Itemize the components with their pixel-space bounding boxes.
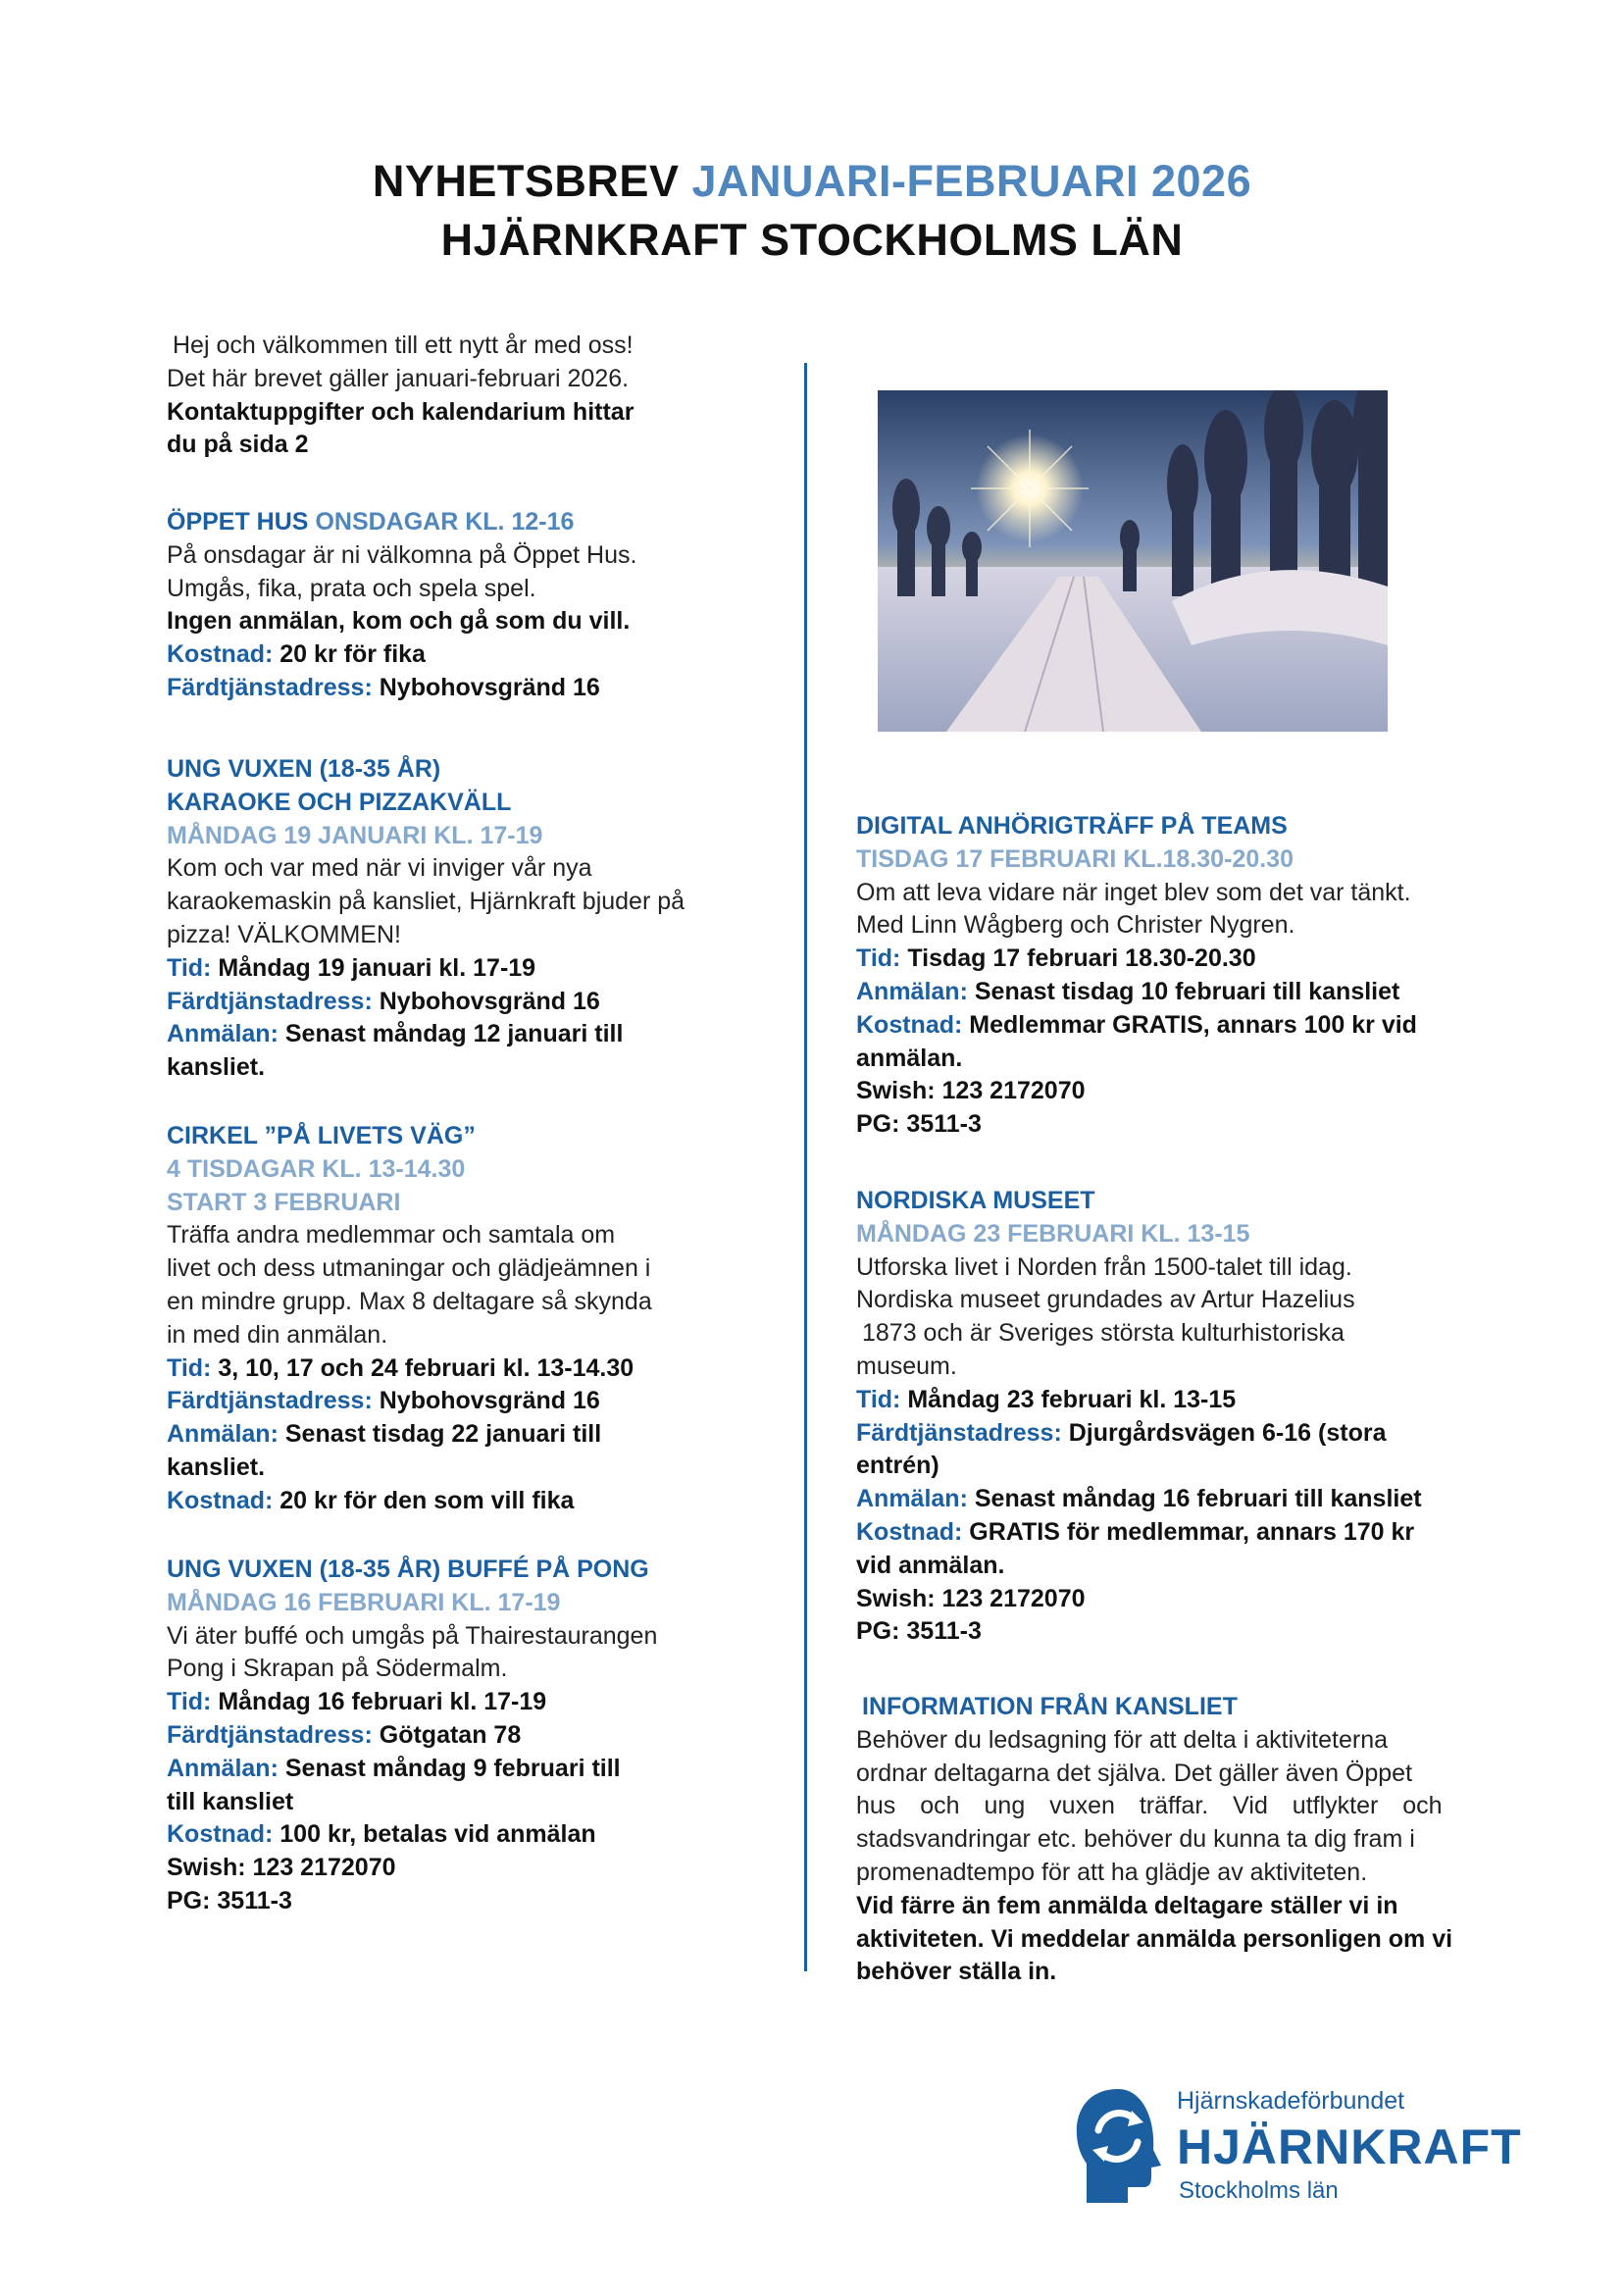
body-line: livet och dess utmaningar och glädjeämnen i [167,1254,651,1283]
cirkel-section [167,1120,775,1518]
kostnad-row-cont: anmälan. [856,1044,963,1072]
newsletter-subtitle: HJÄRNKRAFT STOCKHOLMS LÄN [440,215,1184,265]
intro-bold-line: Kontaktuppgifter och kalendarium hittar [167,397,634,426]
body-line: stadsvandringar etc. behöver du kunna ta dig fram i [856,1825,1415,1854]
body-line: en mindre grupp. Max 8 deltagare så skynda [167,1287,652,1315]
logo-wordmark: HJÄRNKRAFT [1177,2119,1522,2174]
body-line: karaokemaskin på kansliet, Hjärnkraft bjuder på [167,888,685,916]
body-line: museum. [856,1352,957,1380]
anmalan-row: Anmälan: Senast måndag 16 februari till kansliet [856,1485,1422,1513]
body-line: ordnar deltagarna det själva. Det gäller även Öppet [856,1759,1413,1787]
body-line: Nordiska museet grundades av Artur Hazelius [856,1286,1355,1314]
pg-line: PG: 3511-3 [167,1886,292,1914]
body-line: Kom och var med när vi inviger vår nya [167,854,592,883]
fardtjanst-row-cont: entrén) [856,1452,939,1480]
body-bold-line: behöver ställa in. [856,1958,1057,1986]
section-date: MÅNDAG 19 JANUARI KL. 17-19 [167,821,543,849]
body-line: Om att leva vidare när inget blev som det var tänkt. [856,878,1411,906]
swish-line: Swish: 123 2172070 [856,1077,1086,1105]
kostnad-row: Kostnad: GRATIS för medlemmar, annars 170 kr [856,1517,1415,1546]
section-date: MÅNDAG 23 FEBRUARI KL. 13-15 [856,1219,1250,1248]
karaoke-section [167,753,775,1085]
body-line: in med din anmälan. [167,1320,388,1349]
body-line: Med Linn Wågberg och Christer Nygren. [856,911,1295,940]
body-bold-line: Ingen anmälan, kom och gå som du vill. [167,607,631,636]
body-line: Utforska livet i Norden från 1500-talet till idag. [856,1252,1352,1281]
body-line: Behöver du ledsagning för att delta i aktiviteterna [856,1725,1389,1754]
body-bold-line: Vid färre än fem anmälda deltagare ställer vi in [856,1891,1398,1919]
intro-line: Hej och välkommen till ett nytt år med oss! [173,332,634,359]
newsletter-title [0,155,1624,208]
anmalan-row-cont: kansliet. [167,1053,266,1082]
section-date: TISDAG 17 FEBRUARI KL.18.30-20.30 [856,844,1294,873]
fardtjanst-row: Färdtjänstadress: Götgatan 78 [167,1720,522,1749]
kostnad-row: Kostnad: 100 kr, betalas vid anmälan [167,1820,596,1849]
teams-section [856,810,1543,1142]
body-line: Träffa andra medlemmar och samtala om [167,1221,616,1250]
kostnad-row: Kostnad: 20 kr för fika [167,640,426,669]
museet-section [856,1185,1543,1649]
kostnad-row-cont: vid anmälan. [856,1551,1005,1579]
logo-region-text: Stockholms län [1179,2177,1339,2204]
pg-line: PG: 3511-3 [856,1110,982,1139]
oppet-hus-heading: ÖPPET HUS ONSDAGAR KL. 12-16 [167,508,575,536]
title-period: JANUARI-FEBRUARI 2026 [691,156,1252,206]
tid-row: Tid: 3, 10, 17 och 24 februari kl. 13-14.30 [167,1353,634,1382]
body-line: promenadtempo för att ha glädje av aktiviteten. [856,1858,1368,1886]
intro-section [167,330,775,462]
body-line: hus och ung vuxen träffar. Vid utflykter och [856,1792,1443,1820]
hjarnkraft-logo [1069,2081,1520,2209]
swish-line: Swish: 123 2172070 [856,1584,1086,1612]
anmalan-row: Anmälan: Senast tisdag 22 januari till [167,1420,602,1449]
fardtjanst-row: Färdtjänstadress: Djurgårdsvägen 6-16 (stora [856,1418,1387,1447]
section-date: START 3 FEBRUARI [167,1188,401,1216]
body-line: Pong i Skrapan på Södermalm. [167,1655,508,1683]
swish-line: Swish: 123 2172070 [167,1854,396,1882]
pong-section [167,1554,775,1918]
body-line: pizza! VÄLKOMMEN! [167,920,401,948]
fardtjanst-row: Färdtjänstadress: Nybohovsgränd 16 [167,673,600,701]
section-date: 4 TISDAGAR KL. 13-14.30 [167,1154,466,1183]
tid-row: Tid: Måndag 19 januari kl. 17-19 [167,953,536,982]
tid-row: Tid: Tisdag 17 februari 18.30-20.30 [856,944,1256,973]
winter-landscape-photo [878,390,1388,732]
section-date: MÅNDAG 16 FEBRUARI KL. 17-19 [167,1588,561,1616]
tid-row: Tid: Måndag 16 februari kl. 17-19 [167,1688,547,1716]
section-heading: INFORMATION FRÅN KANSLIET [862,1693,1238,1720]
section-heading: CIRKEL ”PÅ LIVETS VÄG” [167,1122,476,1149]
anmalan-row-cont: till kansliet [167,1787,294,1815]
oppet-hus-section [167,506,775,705]
body-line: 1873 och är Sveriges största kulturhistoriska [862,1319,1345,1348]
intro-bold-line: du på sida 2 [167,431,309,459]
column-divider [804,363,807,1971]
section-heading: DIGITAL ANHÖRIGTRÄFF PÅ TEAMS [856,812,1288,840]
section-heading: NORDISKA MUSEET [856,1187,1095,1214]
fardtjanst-row: Färdtjänstadress: Nybohovsgränd 16 [167,1387,600,1415]
body-line: På onsdagar är ni välkomna på Öppet Hus. [167,540,637,569]
kostnad-row: Kostnad: Medlemmar GRATIS, annars 100 kr vid [856,1010,1417,1039]
fardtjanst-row: Färdtjänstadress: Nybohovsgränd 16 [167,987,600,1015]
anmalan-row: Anmälan: Senast måndag 9 februari till [167,1754,621,1782]
body-line: Umgås, fika, prata och spela spel. [167,574,536,602]
body-bold-line: aktiviteten. Vi meddelar anmälda personligen om vi [856,1924,1453,1953]
section-heading: UNG VUXEN (18-35 ÅR) BUFFÉ PÅ PONG [167,1556,649,1583]
anmalan-row: Anmälan: Senast tisdag 10 februari till kansliet [856,977,1400,1005]
pg-line: PG: 3511-3 [856,1617,982,1646]
section-heading: KARAOKE OCH PIZZAKVÄLL [167,788,512,816]
intro-line: Det här brevet gäller januari-februari 2026. [167,364,630,392]
head-logo-icon [1069,2081,1167,2209]
kostnad-row: Kostnad: 20 kr för den som vill fika [167,1486,575,1514]
section-heading: UNG VUXEN (18-35 ÅR) [167,755,441,783]
info-section [856,1691,1533,1989]
title-nyhetsbrev: NYHETSBREV [372,156,680,206]
logo-federation-text: Hjärnskadeförbundet [1177,2087,1405,2115]
anmalan-row: Anmälan: Senast måndag 12 januari till [167,1020,624,1048]
tid-row: Tid: Måndag 23 februari kl. 13-15 [856,1385,1237,1413]
body-line: Vi äter buffé och umgås på Thairestaurangen [167,1621,658,1650]
anmalan-row-cont: kansliet. [167,1453,266,1481]
